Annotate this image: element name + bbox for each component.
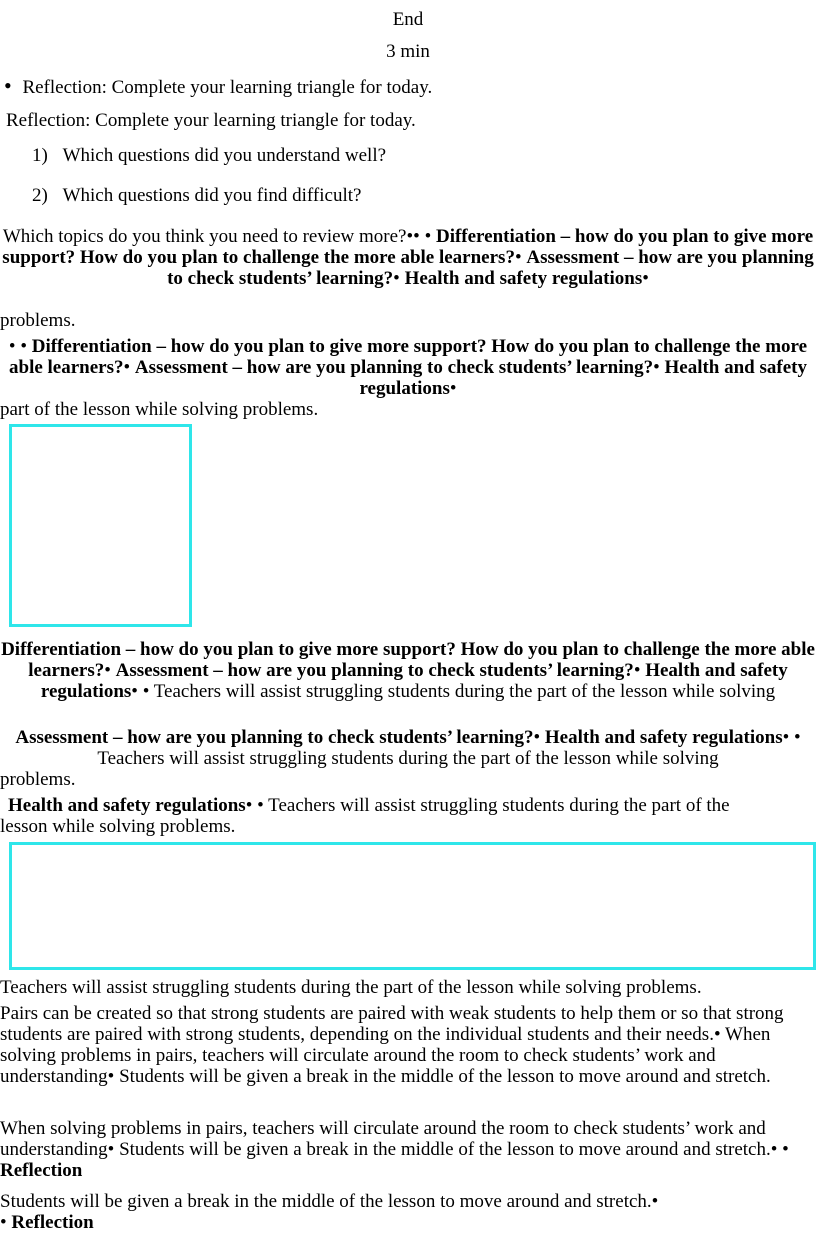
- reflection-prompt-repeat: Reflection: Complete your learning triangle for today.: [6, 110, 416, 131]
- topics-paragraph: [0, 226, 816, 289]
- bullet-icon: •: [107, 1139, 115, 1160]
- teachers-assist-paragraph: Teachers will assist struggling students during the part of the lesson while solving problems.: [0, 977, 702, 998]
- topics-question: Which topics do you think you need to review more?: [2, 226, 407, 247]
- reflection-label: Reflection: [0, 1160, 83, 1181]
- assessment-label: Assessment – how are you planning to check students’ learning?: [134, 357, 654, 378]
- circulate-text: When solving problems in pairs, teachers will circulate around the room to check students’ work and understanding: [0, 1024, 771, 1087]
- break-paragraph: [0, 1191, 660, 1233]
- question-number: 1): [32, 145, 48, 166]
- health-safety-label: Health and safety regulations: [404, 268, 643, 289]
- question-text: Which questions did you find difficult?: [62, 185, 362, 206]
- section-title: End: [392, 9, 424, 30]
- teachers-assist-text: Teachers will assist struggling students during the part of the: [268, 795, 730, 816]
- bullet-icon: •: [406, 226, 414, 247]
- bullet-icon: •: [4, 73, 12, 98]
- problems-text: problems.: [0, 769, 76, 790]
- teachers-assist-text: Teachers will assist struggling students during the part of the lesson while solving: [153, 681, 776, 702]
- differentiation-paragraph: [0, 336, 816, 399]
- circulate-text: When solving problems in pairs, teachers will circulate around the room to check students’ work and understanding: [0, 1118, 766, 1160]
- bullet-icon: •: [142, 681, 150, 702]
- circulate-paragraph: [0, 1118, 816, 1181]
- bullet-icon: •: [782, 727, 790, 748]
- bullet-icon: •: [633, 660, 641, 681]
- teachers-assist-text: Teachers will assist struggling students during the part of the lesson while solving: [97, 748, 719, 769]
- bullet-icon: •: [413, 226, 420, 247]
- differentiation-label: Differentiation – how do you plan to give more support? How do you plan to challenge the more able learners?: [2, 226, 814, 268]
- bullet-icon: •: [245, 795, 253, 816]
- bullet-icon: •: [0, 1212, 7, 1233]
- health-safety-label: Health and safety regulations: [544, 727, 783, 748]
- health-safety-label: Health and safety regulations: [40, 660, 788, 702]
- reflection-label: Reflection: [11, 1212, 94, 1233]
- assessment-label: Assessment – how are you planning to check students’ learning?: [115, 660, 634, 681]
- bullet-icon: •: [393, 268, 400, 289]
- bullet-icon: •: [107, 1066, 115, 1087]
- bullet-icon: •: [533, 727, 541, 748]
- health-safety-label: Health and safety regulations: [8, 795, 246, 816]
- reflection-bullet-item: [4, 75, 816, 98]
- bullet-icon: •: [713, 1024, 721, 1045]
- reflection-prompt: Reflection: Complete your learning triangle for today.: [22, 77, 433, 98]
- differentiation-label: Differentiation – how do you plan to give more support? How do you plan to challenge the more able learners?: [9, 336, 808, 378]
- bullet-icon: •: [424, 226, 432, 247]
- break-text: Students will be given a break in the middle of the lesson to move around and stretch.: [119, 1139, 771, 1160]
- break-text: Students will be given a break in the middle of the lesson to move around and stretch.: [119, 1066, 771, 1087]
- bullet-icon: •: [131, 681, 138, 702]
- part-of-lesson-text: part of the lesson while solving problems.: [0, 399, 319, 420]
- health-safety-label: Health and safety regulations: [359, 357, 807, 399]
- bullet-icon: •: [514, 247, 522, 268]
- bullet-icon: •: [449, 378, 457, 399]
- differentiation-paragraph: [0, 639, 816, 702]
- pairs-paragraph: [0, 1003, 816, 1087]
- empty-image-frame: [9, 424, 192, 627]
- bullet-icon: •: [642, 268, 649, 289]
- problems-text: problems.: [0, 310, 76, 331]
- lesson-while-text: lesson while solving problems.: [0, 816, 236, 837]
- bullet-icon: •: [104, 660, 111, 681]
- bullet-icon: •: [794, 727, 801, 748]
- question-number: 2): [32, 185, 48, 206]
- assessment-label: Assessment – how are you planning to check students’ learning?: [15, 727, 534, 748]
- assessment-paragraph: [0, 727, 816, 769]
- bullet-icon: •: [8, 336, 16, 357]
- bullet-icon: •: [20, 336, 27, 357]
- empty-image-frame: [9, 842, 816, 970]
- pairs-text: Pairs can be created so that strong students are paired with weak students to help them or so that strong students are paired with strong students, depending on the individual students and their needs.: [0, 1003, 784, 1045]
- break-text: Students will be given a break in the middle of the lesson to move around and stretch.: [0, 1191, 652, 1212]
- bullet-icon: •: [770, 1139, 778, 1160]
- question-text: Which questions did you understand well?: [62, 145, 387, 166]
- bullet-icon: •: [257, 795, 264, 816]
- differentiation-label: Differentiation – how do you plan to give more support? How do you plan to challenge the more able learners?: [1, 639, 815, 681]
- bullet-icon: •: [653, 357, 660, 378]
- section-duration: 3 min: [386, 41, 430, 62]
- assessment-label: Assessment – how are you planning to check students’ learning?: [167, 247, 814, 289]
- bullet-icon: •: [782, 1139, 789, 1160]
- bullet-icon: •: [123, 357, 131, 378]
- question-item: [32, 145, 816, 166]
- question-item: [32, 185, 816, 206]
- bullet-icon: •: [651, 1191, 659, 1212]
- health-paragraph: [8, 795, 816, 816]
